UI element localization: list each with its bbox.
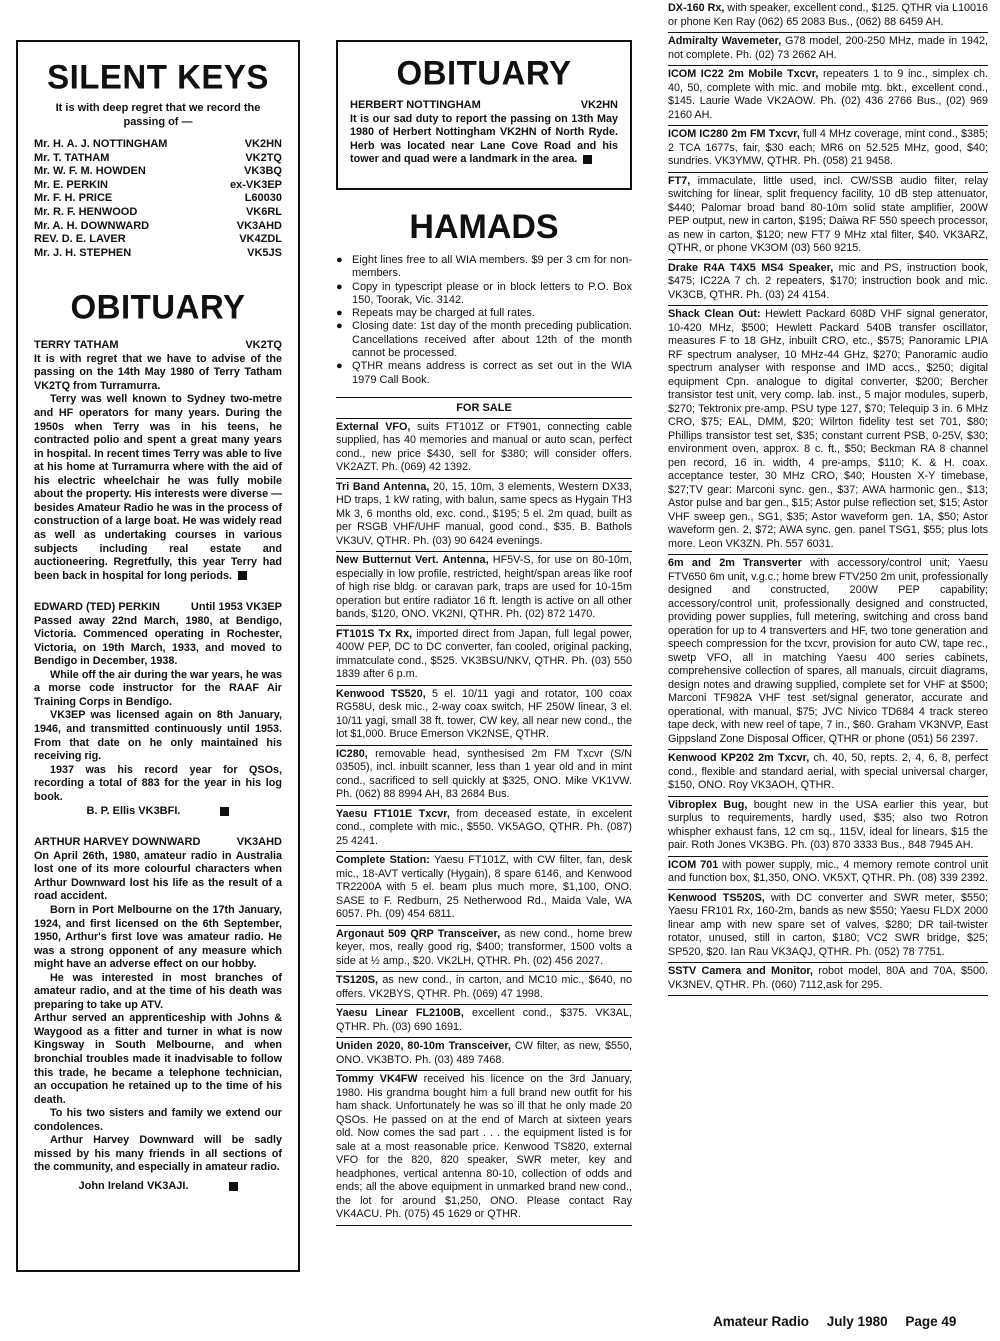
silent-key-name: Mr. T. TATHAM — [34, 151, 110, 164]
ad-body: full 4 MHz coverage, mint cond., $385; 2 TCA 1677s, fair, $30 each; MR6 on 52.525 MHz, good, $40; sundries. VK3YMW, QTHR. Ph. (058) 21 9458. — [668, 128, 988, 167]
ad-heading: ICOM IC280 2m FM Txcvr, — [668, 128, 800, 140]
page-footer — [713, 1314, 956, 1329]
obituary-paragraph: Arthur served an apprenticeship with Johns & Waygood as a fitter and turner in what is now Kingsway in South Melbourne, and when bronchial troubles made it inadvisable to follow this trade, he became a telephone technician, an occupation he retained up to the time of his death. — [34, 1012, 282, 1106]
hamads-rule — [336, 307, 632, 320]
ad-heading: TS120S, — [336, 974, 379, 987]
ad-body: repeaters 1 to 9 inc., simplex ch. 40, 50, complete with mic. and mobile mtg. bkt., excellent cond., $145. Laurie Wade VK2AOW. Ph. (02) 436 2766 Bus., (02) 969 2160 AH. — [668, 68, 988, 121]
bullet-icon: ● — [336, 307, 343, 320]
obituary-call: VK3AHD — [236, 836, 282, 849]
classified-ad — [336, 926, 632, 973]
obituary-title: OBITUARY — [396, 53, 572, 92]
silent-key-call: VK3BQ — [244, 165, 282, 178]
end-mark — [583, 155, 592, 164]
ad-body: received his licence on the 3rd January, 1980. His grandma bought him a full brand new outfit for his ham shack. Unfortunately he was so ill that he only made 20 QSOs. He passed on at the end of March at sixteen years old. Now comes the sad part . . . the equipment listed is for sale at a most reasonable price. Kenwood TS820, external VFO for the 820, 820 speaker, SWR meter, key and headphones, vertical antenna 80-10, collection of odds and ends; all the above equipment in unmarked brand new cond., the lot for around $1,250, ONO. Please contact Ray VK4ACU. Ph. (075) 45 1629 or QTHR. — [336, 1073, 632, 1221]
classified-ad — [336, 1005, 632, 1038]
ad-body: imported direct from Japan, full legal power, 400W PEP, DC to DC converter, fan cooled, original packing, immatculate cond., $525. VK3BSU/NKV, QTHR. Ph. (03) 550 1839 after 6 p.m. — [336, 627, 632, 681]
obituary-paragraph: Born in Port Melbourne on the 17th January, 1924, and first licensed on the 6th September, 1950, Arthur's first love was amateur radio. He was a strong opponent of any measure which might have an adverse effect on our hobby. — [34, 903, 282, 971]
ad-heading: IC280, — [336, 747, 368, 760]
ad-heading: Complete Station: — [336, 854, 430, 867]
obituary-paragraph: To his two sisters and family we extend our condolences. — [34, 1107, 282, 1133]
classified-ad — [336, 686, 632, 746]
ad-heading: Argonaut 509 QRP Transceiver, — [336, 927, 501, 940]
ad-heading: FT7, — [668, 174, 691, 187]
bullet-icon: ● — [336, 280, 343, 293]
obituary-nottingham-box — [336, 40, 632, 190]
ad-body: removable head, synthesised 2m FM Txcvr (S/N 03505), incl. inbuilt scanner, less than 1 year old and in mint cond., sacrificed to sell quickly at $325, ONO. Mike VK1VW. Ph. (062) 88 8994 AH, 83 2684 Bus. — [336, 747, 632, 801]
classified-ad — [668, 890, 988, 964]
issue-date: July 1980 — [826, 1314, 888, 1329]
silent-key-call: L60030 — [244, 192, 282, 205]
classified-ad — [336, 419, 632, 479]
silent-keys-list — [34, 138, 282, 260]
obituary-title: OBITUARY — [70, 287, 246, 327]
left-column — [16, 40, 300, 1272]
obituary-downward — [34, 836, 282, 1193]
silent-key-entry — [34, 179, 282, 193]
obituary-call: VK2HN — [580, 99, 618, 111]
ad-body: suits FT101Z or FT901, connecting cable supplied, has 40 memories and manual or auto scan, perfect cond., new price $430, sell for $380; will consider offers. VK2AZT. Ph. (069) 42 1392. — [336, 420, 632, 474]
silent-keys-box — [16, 40, 300, 1272]
obituary-paragraph: He was interested in most branches of amateur radio, and at the time of his death was preparing to take up ATV. — [34, 971, 282, 1011]
silent-key-name: Mr. A. H. DOWNWARD — [34, 219, 150, 232]
hamads-title: HAMADS — [409, 208, 559, 246]
silent-key-entry — [34, 138, 282, 152]
ad-heading: Shack Clean Out: — [668, 308, 761, 320]
silent-key-call: VK4ZDL — [239, 233, 282, 246]
obituary-header — [34, 601, 282, 615]
obituary-paragraph: While off the air during the war years, he was a morse code instructor for the RAAF Air Training Corps in Bendigo. — [34, 668, 282, 708]
classified-ad — [336, 626, 632, 686]
silent-key-call: VK2HN — [244, 138, 282, 150]
ad-heading: Kenwood KP202 2m Txcvr, — [668, 752, 810, 764]
classified-ad — [668, 66, 988, 126]
silent-key-name: Mr. H. A. J. NOTTINGHAM — [34, 138, 168, 150]
silent-key-name: Mr. E. PERKIN — [34, 178, 108, 191]
hamads-rule — [336, 281, 632, 308]
bullet-icon: ● — [336, 320, 343, 333]
silent-key-entry — [34, 220, 282, 234]
ad-body: ch. 40, 50, repts. 2, 4, 6, 8, perfect cond., flexible and standard aerial, with special universal charger, $150, ONO. Roy VK3AOH, QTHR. — [668, 752, 988, 791]
ad-body: Hewlett Packard 608D VHF signal generator, 10-420 MHz, $500; Hewlett Packard 540B transfer oscillator, measures F to 18 GHz, inbuilt CRO, etc., $575; Panoramic LPIA RF spectrum analyser, 10 MHz-44 GHz, $270; Panoramic audio spectrum analyser with response and IMD accs., $250; digital equipment Cpn. analogue to digital converter, $200; Bercher transistor test unit, very comp. lab. inst., 5 major modules, superb, $270; Tektronix pre-amp. PSU type 127, $70; Telequip 3 in. 6 MHz CRO, $75; EAL, DMM, $20; Wilrton fidelity test set 701, $80; Phillips transistor test set, $35; constant current PSB, 0-25V, $30; environment oven, approx. 8 c. ft., $50; Beckman RA 8 channel pen record, 16 in. width, 4 pre-amps, $110; K. & H. coax. acceptance tester, 30 MHz CRO, $40; Housten X-Y timebase, $27;TV gear: Marconi sync. gen., $37; AWA harmonic gen., $13; Astor pulse and bar gen., $15; Astor pulse reflection set, $15; Astor VHF sweep gen., SG1, $35; Astor waveform gen. 1A, $50; Astor waveform gen. 2, $72; AWA sync. gen. panel TSG1, $55; plus lots more. Leon VK3ZN. Ph. 557 6031. — [668, 308, 988, 550]
classified-ad — [668, 797, 988, 857]
hamads-rule — [336, 360, 632, 387]
silent-key-entry — [34, 233, 282, 247]
end-mark — [229, 1182, 238, 1191]
hamads-rule — [336, 254, 632, 281]
silent-key-entry — [34, 247, 282, 261]
obituary-name: TERRY TATHAM — [34, 339, 119, 352]
classified-ad — [668, 126, 988, 173]
classified-ads-list — [668, 0, 988, 996]
ad-heading: DX-160 Rx, — [668, 2, 725, 14]
ad-body: with power supply, mic., 4 memory remote control unit and function box, $1,350, ONO. VK5XT, QTHR. Ph. (08) 339 2392. — [668, 858, 989, 884]
silent-key-call: VK5JS — [247, 246, 282, 259]
classified-ad — [336, 806, 632, 853]
ad-heading: SSTV Camera and Monitor, — [668, 965, 814, 977]
hamads-rule-text: Copy in typescript please or in block letters to P.O. Box 150, Toorak, Vic. 3142. — [352, 280, 632, 306]
obituary-paragraph: It is our sad duty to report the passing on 13th May 1980 of Herbert Nottingham VK2HN of North Ryde. Herb was located near Lane Cove Road and his tower and quad were a landmark in the area. — [350, 112, 618, 166]
ad-body: robot model, 80A and 70A, $500. VK3NEV, QTHR. Ph. (060) 7112,ask for 295. — [668, 965, 988, 991]
obituary-name: ARTHUR HARVEY DOWNWARD — [34, 836, 201, 849]
obituary-paragraph: 1937 was his record year for QSOs, recording a total of 883 for the year in his log book. — [34, 763, 282, 803]
ad-body: as new cond., home brew keyer, mos, really good rig, $400; transformer, 1500 volts a side at ½ amp., $20. VK2LH, QTHR. Ph. (02) 456 2027. — [336, 927, 633, 967]
classified-ad — [668, 306, 988, 555]
classified-ad — [668, 173, 988, 260]
obituary-paragraph: Terry was well known to Sydney two-metre and HF operators for many years. During the 1950s when Terry was in his teens, he contracted polio and spent a great many years in hospital. In recent times Terry was able to live at his home at Turramurra where with the aid of his electric wheelchair he was fully mobile about the property. His interests were diverse — besides Amateur Radio he was in the process of construction of a large boat. He was widely read as well as undertaking courses in various subjects including real estate and auctioneering. Regretfully, this year Terry had been back in hospital for long periods. — [34, 393, 282, 582]
obituary-name: EDWARD (TED) PERKIN — [34, 601, 160, 614]
obituary-perkin — [34, 601, 282, 818]
ad-heading: Yaesu Linear FL2100B, — [336, 1007, 464, 1020]
silent-key-entry — [34, 165, 282, 179]
obituary-paragraph: Arthur Harvey Downward will be sadly missed by his many friends in all sections of the community, and especially in amateur radio. — [34, 1134, 282, 1174]
silent-key-entry — [34, 206, 282, 220]
ad-heading: FT101S Tx Rx, — [336, 627, 413, 640]
classified-ad — [668, 963, 988, 996]
page-number: Page 49 — [905, 1314, 957, 1329]
classified-ad — [336, 746, 632, 806]
middle-column — [336, 40, 632, 1226]
ad-body: HF5V-S, for use on 80-10m, especially in low profile, restricted, height/span areas like roof of high rise bldg. or caravan park, traps are used for 10-15m operation but entire radiator 16 ft. length is active on all other bands, $120, ONO. VK2NI, QTHR. Ph. (02) 872 1470. — [336, 554, 632, 621]
ad-heading: Admiralty Wavemeter, — [668, 35, 782, 47]
ad-heading: ICOM 701 — [668, 858, 719, 871]
classified-ad — [336, 852, 632, 926]
obituary-tatham — [34, 339, 282, 583]
classified-ad — [668, 750, 988, 797]
ad-body: immaculate, little used, incl. CW/SSB audio filter, relay switching for linear, split frequency facility, 10 dB step attenuator, $440; Palomar broad band 80-10m solid state amplifier, 200W PEP output, new in carton, $195; Daiwa RF 550 speech processor, as new in carton, $120; new FT7 9 MHz xtal filter, $40. VK3ARZ, QTHR, or phone VK3OM (03) 560 9215. — [668, 174, 988, 254]
publication-name: Amateur Radio — [713, 1314, 810, 1329]
ad-body: CW filter, as new, $550, ONO. VK3BTO. Ph. (03) 489 7468. — [336, 1040, 632, 1066]
ad-heading: New Butternut Vert. Antenna, — [336, 554, 489, 567]
for-sale-heading: FOR SALE — [336, 397, 632, 419]
end-mark — [238, 571, 247, 580]
silent-key-call: VK6RL — [245, 205, 282, 218]
classified-ad — [668, 857, 988, 890]
ad-heading: Yaesu FT101E Txcvr, — [336, 807, 450, 820]
obituary-paragraph: It is with regret that we have to advise of the passing on the 14th May 1980 of Terry Tatham VK2TQ from Turramurra. — [34, 352, 282, 392]
obituary-paragraph: VK3EP was licensed again on 8th January, 1946, and transmitted continuously until 1953. From that date on he only maintained his receiving rig. — [34, 709, 282, 763]
ad-body: G78 model, 200-250 MHz, made in 1942, not complete. Ph. (02) 73 2662 AH. — [668, 35, 988, 61]
ad-heading: Tri Band Antenna, — [336, 480, 430, 493]
silent-keys-title: SILENT KEYS — [47, 57, 269, 96]
hamads-rule-text: Repeats may be charged at full rates. — [352, 307, 535, 320]
classified-ad — [336, 552, 632, 626]
bullet-icon: ● — [336, 254, 343, 266]
silent-key-entry — [34, 192, 282, 206]
obituary-header — [34, 836, 282, 850]
obituary-signature: John Ireland VK3AJI. — [34, 1179, 282, 1193]
ad-body: 5 el. 10/11 yagi and rotator, 100 coax RG58U, desk mic., 2-way coax switch, HF 250W linear, 3 el. 10/11 yagi, small 38 ft. tower, CW key, all near new cond., the lot $1,000. Bruce Emerson VK2NSE, QTHR. — [336, 687, 632, 741]
ad-heading: Kenwood TS520, — [336, 687, 426, 700]
ad-heading: Uniden 2020, 80-10m Transceiver, — [336, 1040, 511, 1053]
obituary-header — [350, 99, 618, 113]
hamads-rules — [336, 254, 632, 387]
ad-heading: ICOM IC22 2m Mobile Txcvr, — [668, 68, 819, 80]
silent-key-name: Mr. R. F. HENWOOD — [34, 205, 138, 218]
classified-ad — [668, 260, 988, 307]
obituary-call: VK2TQ — [245, 339, 282, 352]
ad-body: with speaker, excellent cond., $125. QTHR via L10016 or phone Ken Ray (062) 65 2083 Bus., (062) 88 6459 AH. — [668, 2, 988, 28]
ad-body: bought new in the USA earlier this year, but surplus to requirements, hardly used, $35; also two Rotron whispher exhaust fans, 12 cm sq., 115V, ideal for linears, $15 the pair. Roth Jones VK3BG. Ph. (03) 870 3333 Bus., 848 7945 AH. — [668, 798, 988, 851]
ad-body: 20, 15, 10m, 3 elements, Western DX33, HD traps, 1 kW rating, with balun, same specs as Hygain TH3 Mk 3, 6 months old, exc. cond., $195; 5 el. 2m quad, built as per RSGB VHF/UHF manual, good cond., $35. B. Bathols VK3UV, QTHR. Ph. (03) 90 6424 evenings. — [336, 480, 632, 547]
right-column — [668, 0, 988, 996]
ad-body: with accessory/control unit; Yaesu FTV650 6m unit, v.g.c.; home brew FTV250 2m unit, professionally designed and constructed, 200W PEP capability; accessory/control unit, professionally designed and constructed, providing power supplies, full metering, switching and cross band operation for up to 4 transverters and HF, two tone generation and speech compression for the txcvr, provision for auto CW, tape rec., swetp VFO, all in matching Yaesu 400 series cabinets, comprehensive collection of spares, all manuals, circuit diagrams, design notes and drawing supplied, complete set for VHF at $500; Marconi TF982A VHF test set/signal generator, accurate and operational, with manual, $75; JVC Nivico TD684 4 track stereo tape deck, with new reel of tape, 7 in., $60. Graham VK3NVP, East Gippsland Zone Disposal Officer, QTHR or phone (051) 56 2397. — [668, 557, 988, 745]
hamads-rule-text: Closing date: 1st day of the month preceding publication. Cancellations received after about 12th of the month cannot be processed. — [352, 320, 632, 360]
ad-body: mic and PS, instruction book, $475; IC22A 7 ch. 2 repeaters, $170; instruction book and mic. VK3CB, QTHR. Ph. (03) 24 4154. — [668, 261, 989, 301]
ad-body: excellent cond., $375. VK3AL, QTHR. Ph. (03) 690 1691. — [336, 1007, 633, 1033]
end-mark — [220, 807, 229, 816]
silent-key-call: ex-VK3EP — [230, 178, 282, 191]
hamads-rule — [336, 320, 632, 360]
classified-ad — [336, 972, 632, 1005]
bullet-icon: ● — [336, 360, 343, 373]
classified-ad — [668, 33, 988, 66]
classified-ad — [336, 1071, 632, 1226]
silent-key-name: REV. D. E. LAVER — [34, 233, 126, 246]
ad-heading: External VFO, — [336, 420, 411, 433]
silent-key-name: Mr. J. H. STEPHEN — [34, 246, 132, 259]
classified-ads-list — [336, 419, 632, 1226]
ad-body: with DC converter and SWR meter, $550; Yaesu FR101 Rx, 160-2m, bands as new $550; Yaesu FLDX 2000 linear amp with new spare set of valves, $280; DR tail-twister rotator, unused, still in carton, $180; VC2 SWR bridge, $25; SP520, $20. Ian Rau VK3AQJ, QTHR. Ph. (052) 78 7751. — [668, 891, 988, 958]
obituary-paragraph: Passed away 22nd March, 1980, at Bendigo, Victoria. Commenced operating in Rochester, Victoria, on 19th March, 1933, and moved to Bendigo in December, 1938. — [34, 614, 282, 668]
ad-heading: Kenwood TS520S, — [668, 891, 765, 904]
silent-key-call: VK2TQ — [245, 151, 282, 164]
classified-ad — [336, 1038, 632, 1071]
ad-heading: 6m and 2m Transverter — [668, 557, 802, 569]
ad-body: Yaesu FT101Z, with CW filter, fan, desk mic., 18-AVT vertically (Hygain), 8 spare 6146, and Kenwood TR2200A with 5 el. beam plus much more, $1,100, ONO. SASE to F. Redburn, 25 Netherwood Rd., Maida Vale, WA 6057. Ph. (09) 454 6811. — [336, 854, 632, 921]
silent-key-name: Mr. F. H. PRICE — [34, 192, 113, 205]
obituary-header — [34, 339, 282, 353]
ad-heading: Drake R4A T4X5 MS4 Speaker, — [668, 261, 834, 274]
ad-body: as new cond., in carton, and MC10 mic., $640, no offers. VK2BYS, QTHR. Ph. (069) 47 1998. — [336, 974, 632, 1000]
obituary-call: Until 1953 VK3EP — [190, 601, 282, 614]
obituary-name: HERBERT NOTTINGHAM — [350, 99, 481, 111]
silent-key-call: VK3AHD — [236, 219, 282, 232]
silent-key-name: Mr. W. F. M. HOWDEN — [34, 165, 146, 178]
ad-heading: Vibroplex Bug, — [668, 798, 748, 811]
classified-ad — [336, 479, 632, 553]
obituary-signature: B. P. Ellis VK3BFI. — [34, 804, 282, 818]
silent-key-entry — [34, 152, 282, 166]
classified-ad — [668, 555, 988, 750]
hamads-rule-text: QTHR means address is correct as set out in the WIA 1979 Call Book. — [352, 360, 632, 386]
hamads-rule-text: Eight lines free to all WIA members. $9 per 3 cm for non-members. — [352, 254, 632, 280]
ad-heading: Tommy VK4FW — [336, 1073, 418, 1086]
classified-ad — [668, 0, 988, 33]
silent-keys-intro: It is with deep regret that we record the passing of — — [55, 102, 261, 128]
ad-body: from deceased estate, in excelent cond., complete with mic., $550. VK5AGO, QTHR. Ph. (087) 25 4241. — [336, 807, 632, 847]
obituary-paragraph: On April 26th, 1980, amateur radio in Australia lost one of its more colourful characters when Arthur Downward lost his life as the result of a road accident. — [34, 849, 282, 903]
